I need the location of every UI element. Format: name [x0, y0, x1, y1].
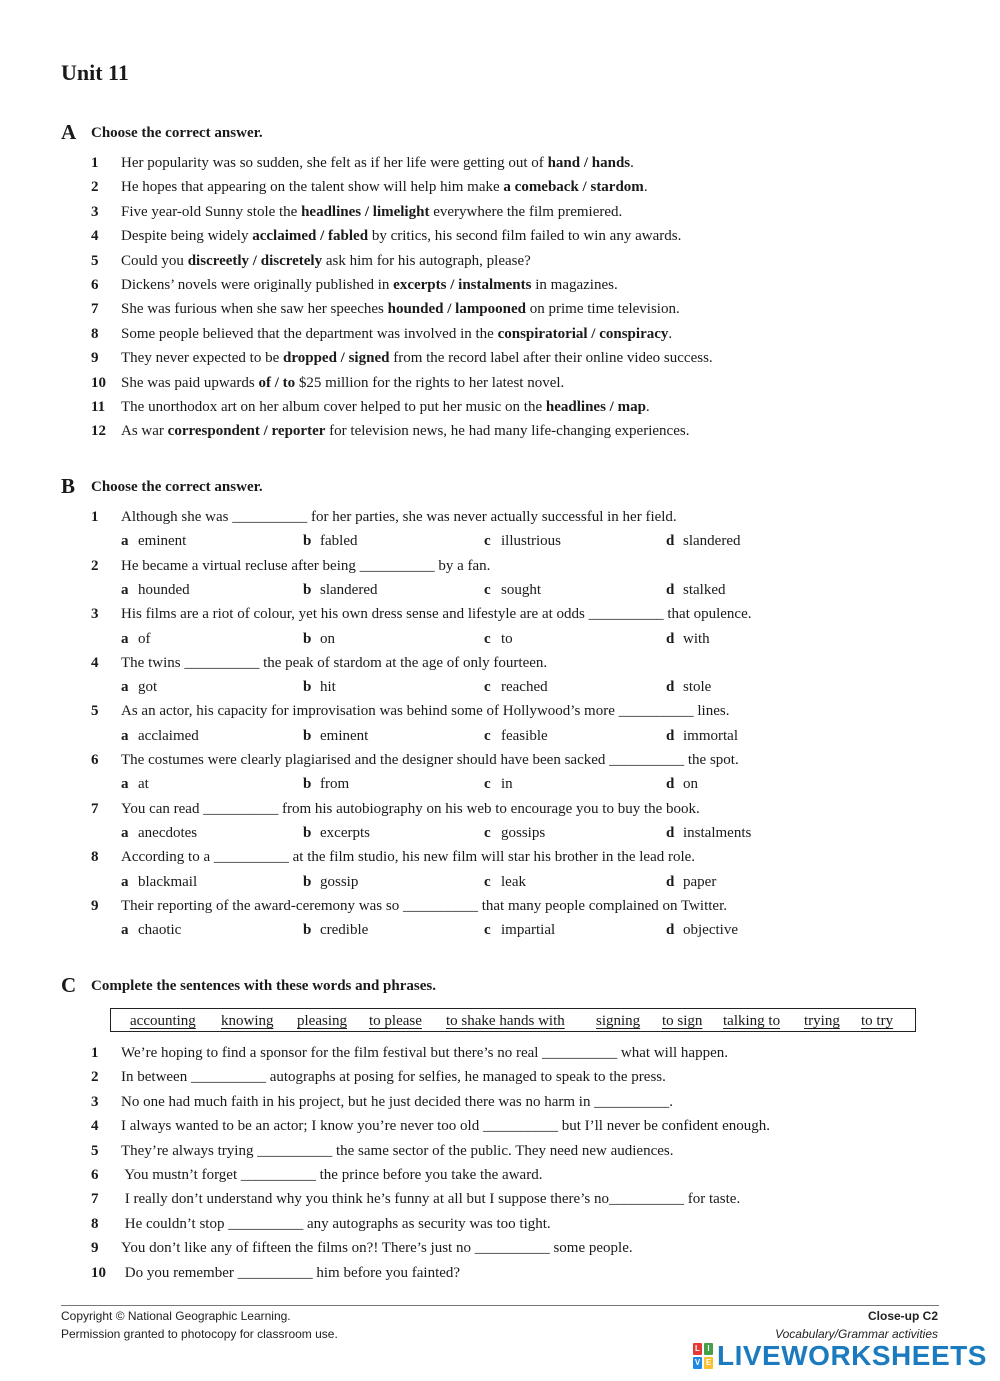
- question-number: 2: [91, 557, 99, 574]
- option-text: slandered: [320, 582, 378, 598]
- section-b-header: [61, 474, 263, 499]
- question-number: 5: [91, 703, 99, 720]
- question-a-12: [91, 420, 689, 442]
- footer-permission: Permission granted to photocopy for classroom use.: [61, 1327, 338, 1341]
- word-option[interactable]: signing: [596, 1013, 641, 1029]
- option-c[interactable]: [484, 676, 548, 698]
- question-text: Although she was __________ for her parties, she was never actually successful in her field.: [121, 509, 677, 525]
- question-text: Despite being widely: [121, 228, 253, 245]
- option-a[interactable]: [121, 773, 149, 795]
- answer-choice[interactable]: of / to: [258, 374, 296, 391]
- footer-book-title: Close-up C2: [867, 1309, 938, 1323]
- question-text: Could you: [121, 252, 188, 269]
- option-c[interactable]: [484, 530, 561, 552]
- option-letter: c: [484, 582, 491, 598]
- option-text: slandered: [683, 533, 741, 550]
- question-text: on prime time television.: [526, 301, 680, 318]
- word-option[interactable]: to sign: [662, 1013, 703, 1029]
- question-b-8: [91, 846, 695, 868]
- question-text: He hopes that appearing on the talent show will help him make: [121, 179, 504, 196]
- option-text: of: [138, 630, 151, 647]
- question-text: According to a __________ at the film studio, his new film will star his brother in the lead role.: [121, 849, 696, 866]
- question-number: 6: [91, 1167, 99, 1183]
- question-b-6: [91, 749, 739, 771]
- option-letter: c: [484, 630, 491, 647]
- option-text: in: [501, 776, 513, 793]
- question-text: for television news, he had many life-changing experiences.: [325, 423, 690, 440]
- option-text: gossip: [320, 873, 359, 890]
- question-number: 1: [91, 1045, 99, 1061]
- question-text: I really don’t understand why you think he’s funny at all but I suppose there’s no__________ for taste.: [121, 1191, 741, 1208]
- question-text: .: [643, 179, 648, 196]
- answer-choice[interactable]: correspondent / reporter: [167, 423, 326, 440]
- question-text: You can read __________ from his autobiography on his web to encourage you to buy the book.: [121, 800, 700, 817]
- option-letter: d: [666, 582, 675, 598]
- option-letter: d: [666, 727, 675, 744]
- option-text: credible: [320, 922, 369, 939]
- question-text: They never expected to be: [121, 350, 284, 367]
- question-text: He became a virtual recluse after being __________ by a fan.: [121, 557, 491, 574]
- question-number: 7: [91, 1191, 99, 1208]
- option-letter: b: [303, 533, 312, 550]
- option-letter: a: [121, 922, 129, 939]
- option-text: anecdotes: [138, 825, 198, 841]
- option-text: to: [501, 630, 513, 647]
- option-b[interactable]: [303, 822, 370, 844]
- option-text: from: [320, 776, 350, 793]
- option-letter: c: [484, 873, 491, 890]
- question-text: everywhere the film premiered.: [429, 203, 623, 220]
- option-letter: a: [121, 679, 129, 696]
- question-a-4: [91, 225, 681, 247]
- option-text: impartial: [501, 922, 556, 939]
- answer-choice[interactable]: dropped / signed: [283, 350, 390, 367]
- question-number: 1: [91, 155, 99, 171]
- option-letter: c: [484, 533, 491, 550]
- option-b[interactable]: [303, 919, 368, 941]
- page-title: Unit 11: [61, 60, 129, 85]
- question-number: 5: [91, 252, 99, 269]
- question-c-10: [91, 1262, 460, 1284]
- section-letter: B: [61, 474, 76, 498]
- option-text: excerpts: [320, 825, 370, 841]
- question-number: 9: [91, 350, 99, 367]
- question-b-1: [91, 506, 677, 528]
- section-letter: A: [61, 120, 77, 144]
- option-letter: d: [666, 825, 675, 841]
- question-text: She was paid upwards: [121, 374, 259, 391]
- answer-choice[interactable]: headlines / limelight: [301, 203, 430, 220]
- option-a[interactable]: [121, 725, 199, 747]
- question-number: 10: [91, 374, 106, 391]
- option-a[interactable]: [121, 919, 181, 941]
- word-option[interactable]: trying: [804, 1013, 840, 1029]
- question-a-8: [91, 323, 672, 345]
- question-text: ask him for his autograph, please?: [322, 252, 531, 269]
- question-number: 7: [91, 301, 99, 318]
- option-text: illustrious: [501, 533, 562, 550]
- question-b-4: [91, 652, 547, 674]
- question-c-2: [91, 1066, 666, 1088]
- option-d[interactable]: [666, 871, 716, 893]
- question-c-8: [91, 1213, 551, 1235]
- option-c[interactable]: [484, 773, 513, 795]
- option-c[interactable]: [484, 871, 526, 893]
- question-number: 8: [91, 325, 99, 342]
- option-c[interactable]: [484, 919, 555, 941]
- question-text: Her popularity was so sudden, she felt as if her life were getting out of: [121, 155, 548, 171]
- option-c[interactable]: [484, 579, 541, 601]
- answer-choice[interactable]: headlines / map: [545, 399, 646, 415]
- question-a-5: [91, 250, 531, 272]
- question-c-1: [91, 1042, 728, 1064]
- question-b-3: [91, 603, 752, 625]
- question-text: No one had much faith in his project, but he just decided there was no harm in __________.: [121, 1093, 673, 1110]
- badge-cell: E: [705, 1358, 712, 1367]
- question-number: 12: [91, 423, 106, 440]
- option-d[interactable]: [666, 773, 698, 795]
- question-text: in magazines.: [531, 277, 618, 293]
- option-letter: b: [303, 825, 312, 841]
- option-text: gossips: [501, 825, 546, 841]
- question-text: We’re hoping to find a sponsor for the film festival but there’s no real __________ what will happen.: [121, 1045, 728, 1061]
- option-text: leak: [501, 873, 526, 890]
- option-letter: a: [121, 727, 129, 744]
- word-option[interactable]: to shake hands with: [446, 1013, 565, 1029]
- question-a-9: [91, 347, 713, 369]
- question-c-3: [91, 1091, 673, 1113]
- option-text: feasible: [501, 727, 548, 744]
- question-text: Their reporting of the award-ceremony was so __________ that many people complained on Twitter.: [121, 897, 728, 914]
- question-number: 5: [91, 1142, 99, 1159]
- question-text: You don’t like any of fifteen the films on?! There’s just no __________ some people.: [121, 1240, 633, 1257]
- option-text: on: [320, 630, 335, 647]
- question-number: 1: [91, 509, 99, 525]
- question-number: 9: [91, 1240, 99, 1257]
- option-letter: a: [121, 776, 129, 793]
- option-letter: d: [666, 873, 675, 890]
- option-b[interactable]: [303, 628, 335, 650]
- option-letter: d: [666, 630, 675, 647]
- option-text: hit: [320, 679, 336, 696]
- option-a[interactable]: [121, 822, 197, 844]
- question-a-3: [91, 201, 622, 223]
- option-text: eminent: [320, 727, 369, 744]
- option-text: reached: [501, 679, 548, 696]
- option-letter: c: [484, 679, 491, 696]
- liveworksheets-logo-text: LIVEWORKSHEETS: [717, 1340, 987, 1371]
- question-text: The twins __________ the peak of stardom at the age of only fourteen.: [121, 654, 548, 671]
- question-c-6: [91, 1164, 542, 1186]
- question-number: 6: [91, 277, 99, 293]
- question-number: 8: [91, 1215, 99, 1232]
- badge-cell: V: [694, 1358, 701, 1367]
- question-text: from the record label after their online video success.: [389, 350, 713, 367]
- footer-activities: Vocabulary/Grammar activities: [775, 1327, 938, 1341]
- question-number: 10: [91, 1264, 106, 1281]
- question-text: Dickens’ novels were originally published in: [121, 277, 394, 293]
- option-d[interactable]: [666, 822, 751, 844]
- question-text: The costumes were clearly plagiarised and the designer should have been sacked __________ the spot.: [121, 752, 739, 768]
- option-c[interactable]: [484, 725, 548, 747]
- option-d[interactable]: [666, 530, 740, 552]
- question-number: 7: [91, 800, 99, 817]
- option-letter: b: [303, 727, 312, 744]
- question-a-7: [91, 298, 680, 320]
- question-number: 2: [91, 179, 99, 196]
- option-letter: a: [121, 630, 129, 647]
- section-instruction: Choose the correct answer.: [91, 125, 263, 141]
- question-text: In between __________ autographs at posing for selfies, he managed to speak to the press.: [121, 1069, 666, 1086]
- question-text: His films are a riot of colour, yet his own dress sense and lifestyle are at odds __________ that opulence.: [121, 606, 752, 623]
- question-text: They’re always trying __________ the same sector of the public. They need new audiences.: [121, 1142, 674, 1159]
- option-b[interactable]: [303, 579, 377, 601]
- option-text: got: [138, 679, 158, 696]
- option-letter: d: [666, 679, 675, 696]
- question-c-5: [91, 1140, 673, 1162]
- question-text: by critics, his second film failed to win any awards.: [368, 228, 682, 245]
- option-letter: b: [303, 582, 312, 598]
- word-option[interactable]: to try: [861, 1013, 894, 1029]
- option-text: fabled: [320, 533, 358, 550]
- option-letter: a: [121, 825, 129, 841]
- question-b-5: [91, 700, 729, 722]
- option-letter: d: [666, 533, 675, 550]
- answer-choice[interactable]: hand / hands: [547, 155, 631, 171]
- option-letter: b: [303, 679, 312, 696]
- option-text: acclaimed: [138, 727, 199, 744]
- answer-choice[interactable]: conspiratorial / conspiracy: [497, 325, 669, 342]
- question-text: Do you remember __________ him before you fainted?: [121, 1264, 461, 1281]
- word-option[interactable]: pleasing: [297, 1013, 347, 1029]
- section-c-header: [61, 973, 436, 998]
- option-letter: c: [484, 825, 491, 841]
- footer-divider: [61, 1305, 939, 1306]
- question-number: 4: [91, 654, 99, 671]
- liveworksheets-logo[interactable]: [693, 1341, 987, 1371]
- question-a-1: [91, 152, 634, 174]
- option-text: stalked: [683, 582, 726, 598]
- question-number: 4: [91, 1118, 99, 1135]
- question-a-10: [91, 372, 564, 394]
- section-instruction: Choose the correct answer.: [91, 479, 263, 495]
- option-a[interactable]: [121, 530, 186, 552]
- word-option[interactable]: knowing: [221, 1013, 274, 1029]
- option-text: with: [683, 630, 710, 647]
- option-c[interactable]: [484, 822, 545, 844]
- option-text: immortal: [683, 727, 738, 744]
- option-b[interactable]: [303, 530, 357, 552]
- option-letter: c: [484, 727, 491, 744]
- option-text: paper: [683, 873, 717, 890]
- option-letter: a: [121, 873, 129, 890]
- question-text: .: [645, 399, 650, 415]
- option-b[interactable]: [303, 725, 368, 747]
- word-option[interactable]: talking to: [723, 1013, 781, 1029]
- option-a[interactable]: [121, 628, 151, 650]
- question-c-4: [91, 1115, 770, 1137]
- question-number: 3: [91, 203, 99, 220]
- question-text: The unorthodox art on her album cover helped to put her music on the: [121, 399, 546, 415]
- option-text: on: [683, 776, 698, 793]
- question-a-6: [91, 274, 618, 296]
- option-letter: b: [303, 630, 312, 647]
- question-text: I always wanted to be an actor; I know you’re never too old __________ but I’ll never be confident enough.: [121, 1118, 770, 1135]
- question-c-9: [91, 1237, 633, 1259]
- question-a-11: [91, 396, 650, 418]
- option-letter: b: [303, 776, 312, 793]
- answer-choice[interactable]: hounded / lampooned: [387, 301, 526, 318]
- option-text: objective: [683, 922, 738, 939]
- option-text: sought: [501, 582, 542, 598]
- question-b-9: [91, 895, 727, 917]
- answer-choice[interactable]: discreetly / discretely: [187, 252, 323, 269]
- question-text: .: [668, 325, 673, 342]
- option-letter: d: [666, 922, 675, 939]
- badge-cell: I: [704, 1343, 713, 1355]
- option-text: stole: [683, 679, 712, 696]
- question-number: 3: [91, 1093, 99, 1110]
- option-text: eminent: [138, 533, 187, 550]
- answer-choice[interactable]: acclaimed / fabled: [252, 228, 369, 245]
- question-text: Five year-old Sunny stole the: [121, 203, 302, 220]
- liveworksheets-badge-icon: [693, 1343, 713, 1369]
- question-a-2: [91, 176, 648, 198]
- question-number: 8: [91, 849, 99, 866]
- question-c-7: [91, 1188, 740, 1210]
- question-b-2: [91, 555, 490, 577]
- option-text: instalments: [683, 825, 752, 841]
- option-text: blackmail: [138, 873, 198, 890]
- option-b[interactable]: [303, 871, 358, 893]
- option-a[interactable]: [121, 676, 157, 698]
- option-letter: b: [303, 922, 312, 939]
- question-number: 3: [91, 606, 99, 623]
- question-text: She was furious when she saw her speeches: [121, 301, 388, 318]
- option-d[interactable]: [666, 628, 710, 650]
- badge-cell: L: [693, 1343, 702, 1355]
- question-text: .: [630, 155, 634, 171]
- option-b[interactable]: [303, 773, 349, 795]
- answer-choice[interactable]: a comeback / stardom: [503, 179, 644, 196]
- question-number: 9: [91, 897, 99, 914]
- question-number: 4: [91, 228, 99, 245]
- option-text: at: [138, 776, 149, 793]
- question-number: 2: [91, 1069, 99, 1086]
- option-b[interactable]: [303, 676, 336, 698]
- section-letter: C: [61, 973, 77, 997]
- question-text: You mustn’t forget __________ the prince before you take the award.: [121, 1167, 543, 1183]
- option-letter: b: [303, 873, 312, 890]
- option-letter: d: [666, 776, 675, 793]
- word-option[interactable]: to please: [369, 1013, 422, 1029]
- word-option[interactable]: accounting: [130, 1013, 196, 1029]
- question-b-7: [91, 798, 700, 820]
- option-d[interactable]: [666, 579, 726, 601]
- option-c[interactable]: [484, 628, 513, 650]
- option-text: chaotic: [138, 922, 182, 939]
- option-a[interactable]: [121, 871, 197, 893]
- section-instruction: Complete the sentences with these words and phrases.: [91, 978, 436, 994]
- option-a[interactable]: [121, 579, 190, 601]
- question-text: Some people believed that the department was involved in the: [121, 325, 498, 342]
- question-text: $25 million for the rights to her latest novel.: [295, 374, 565, 391]
- question-text: He couldn’t stop __________ any autographs as security was too tight.: [121, 1215, 551, 1232]
- answer-choice[interactable]: excerpts / instalments: [393, 277, 532, 293]
- question-text: As war: [121, 423, 168, 440]
- option-d[interactable]: [666, 676, 711, 698]
- question-number: 6: [91, 752, 99, 768]
- option-letter: a: [121, 582, 129, 598]
- option-letter: c: [484, 922, 491, 939]
- section-a-header: [61, 120, 263, 145]
- option-letter: c: [484, 776, 491, 793]
- question-number: 11: [91, 399, 106, 415]
- option-letter: a: [121, 533, 129, 550]
- option-d[interactable]: [666, 919, 738, 941]
- question-text: As an actor, his capacity for improvisation was behind some of Hollywood’s more __________ lines.: [121, 703, 730, 720]
- footer-copyright: Copyright © National Geographic Learning.: [61, 1309, 291, 1323]
- word-box: [110, 1008, 916, 1032]
- option-d[interactable]: [666, 725, 738, 747]
- option-text: hounded: [138, 582, 190, 598]
